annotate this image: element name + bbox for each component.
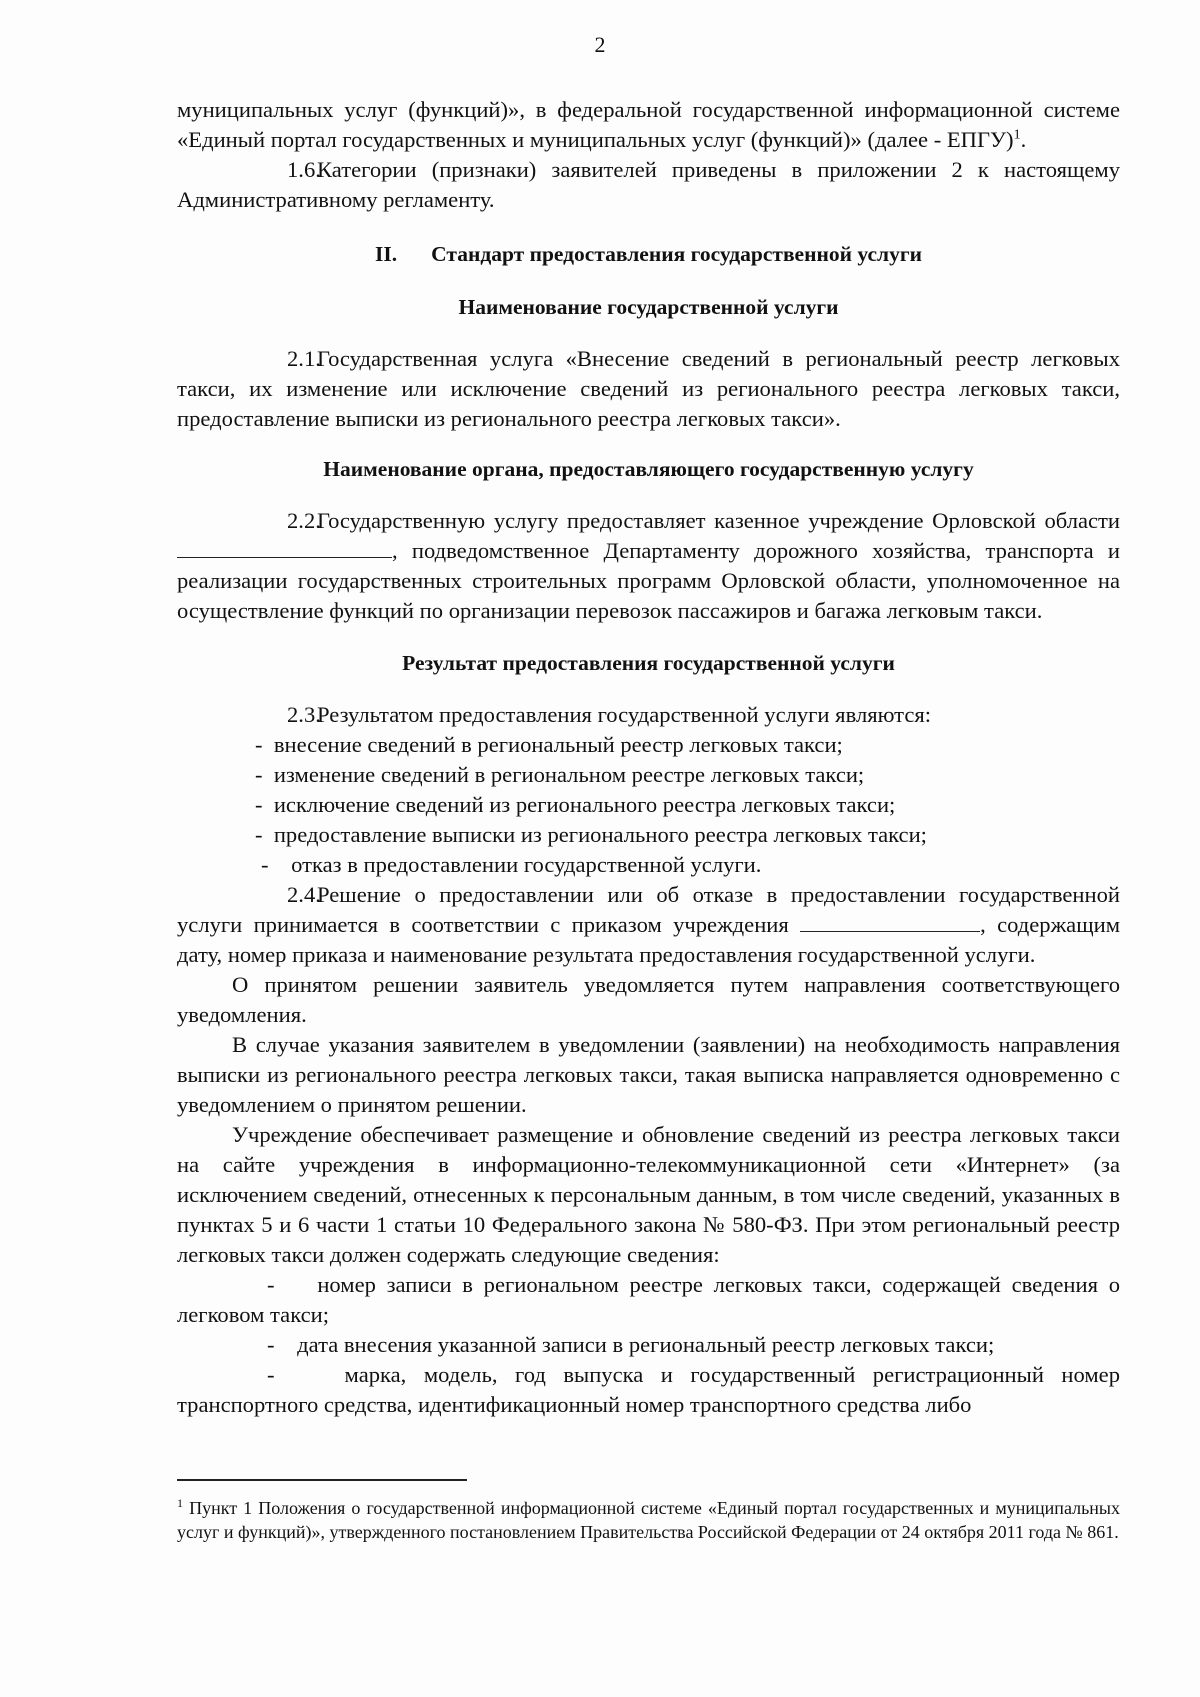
paragraph-text-b: , подведомственное Департаменту дорожного хозяйства, транспорта и реализации государственных строительных программ Орловской области, уполномоченное на осуществление функций по организации перевозок пассажиров и багажа легковым такси.: [177, 538, 1120, 623]
list-item: - внесение сведений в региональный реестр легковых такси;: [255, 732, 843, 757]
list-item: - предоставление выписки из регионального реестра легковых такси;: [255, 822, 927, 847]
paragraph-1-6: [177, 155, 1120, 215]
paragraph-text-a: Государственную услугу предоставляет казенное учреждение Орловской области: [317, 508, 1120, 533]
paragraph-text: Результатом предоставления государственной услуги являются:: [317, 702, 932, 727]
result-list: [177, 730, 1120, 880]
intro-text: муниципальных услуг (функций)», в федеральной государственной информационной системе «Единый портал государственных и муниципальных услуг (функций)» (далее - ЕПГУ): [177, 97, 1120, 152]
intro-paragraph: [177, 95, 1120, 155]
paragraph-number: 2.4.: [287, 882, 321, 907]
list-item: - изменение сведений в региональном реестре легковых такси;: [255, 762, 865, 787]
paragraph-extract: В случае указания заявителем в уведомлении (заявлении) на необходимость направления выписки из регионального реестра легковых такси, такая выписка направляется одновременно с уведомлением о принятом решении.: [177, 1032, 1120, 1117]
footnote: [177, 1496, 1120, 1544]
paragraph-2-3: [177, 700, 1120, 730]
footnote-text: Пункт 1 Положения о государственной информационной системе «Единый портал государственных и муниципальных услуг и функций)», утвержденного постановлением Правительства Российской Федерации от 24 октября 2011 года № 861.: [177, 1498, 1121, 1542]
list-item-text: марка, модель, год выпуска и государственный регистрационный номер транспортного средства, идентификационный номер транспортного средства либо: [177, 1362, 1121, 1417]
list-item-text: исключение сведений из регионального реестра легковых такси;: [273, 792, 896, 817]
paragraph-number: 1.6.: [287, 157, 321, 182]
section-number: II.: [375, 242, 398, 266]
blank-line: [177, 539, 392, 558]
paragraph-number: 2.2.: [287, 508, 321, 533]
heading-service-name: Наименование государственной услуги: [458, 295, 839, 319]
list-item-text: изменение сведений в региональном реестре легковых такси;: [273, 762, 865, 787]
intro-end: .: [1020, 127, 1027, 152]
heading-result: Результат предоставления государственной услуги: [402, 651, 895, 675]
list-item: - исключение сведений из регионального реестра легковых такси;: [255, 792, 896, 817]
paragraph-text-a: Решение о предоставлении или об отказе в предоставлении государственной услуги принимается в соответствии с приказом учреждения: [177, 882, 1120, 937]
list-item: - отказ в предоставлении государственной услуги.: [261, 852, 762, 877]
list-item: - номер записи в региональном реестре легковых такси, содержащей сведения о легковом такси;: [177, 1272, 1120, 1327]
list-item-text: предоставление выписки из регионального реестра легковых такси;: [273, 822, 927, 847]
footnote-separator: [177, 1479, 467, 1481]
paragraph-number: 2.1.: [287, 346, 321, 371]
list-item-text: внесение сведений в региональный реестр легковых такси;: [273, 732, 843, 757]
list-item: - марка, модель, год выпуска и государственный регистрационный номер транспортного средства, идентификационный номер транспортного средства либо: [177, 1362, 1121, 1417]
paragraph-text-b: , содержащим дату, номер приказа и наименование результата предоставления государственной услуги.: [177, 912, 1120, 967]
section-title: Стандарт предоставления государственной услуги: [431, 242, 922, 266]
paragraph-2-4: [177, 880, 1120, 970]
heading-organ: Наименование органа, предоставляющего государственную услугу: [323, 457, 974, 481]
paragraph-notify: О принятом решении заявитель уведомляется путем направления соответствующего уведомления.: [177, 972, 1120, 1027]
blank-line: [800, 913, 980, 932]
paragraph-2-1: [177, 344, 1120, 434]
list-item-text: дата внесения указанной записи в региональный реестр легковых такси;: [297, 1332, 995, 1357]
list-item: - дата внесения указанной записи в региональный реестр легковых такси;: [267, 1332, 995, 1357]
section-heading: [177, 239, 1120, 269]
paragraph-text: Категории (признаки) заявителей приведены в приложении 2 к настоящему Административному регламенту.: [177, 157, 1120, 212]
page-number: 2: [594, 32, 606, 57]
paragraph-text: Государственная услуга «Внесение сведений в региональный реестр легковых такси, их изменение или исключение сведений из регионального реестра легковых такси, предоставление выписки из регионального реестра легковых такси».: [177, 346, 1120, 431]
footnote-mark: 1: [177, 1496, 183, 1510]
registry-list: [177, 1270, 1120, 1420]
footnote-reference: 1: [1013, 127, 1021, 143]
list-item-text: отказ в предоставлении государственной услуги.: [291, 852, 762, 877]
paragraph-number: 2.3.: [287, 702, 321, 727]
list-item-text: номер записи в региональном реестре легковых такси, содержащей сведения о легковом такси;: [177, 1272, 1120, 1327]
paragraph-publish: Учреждение обеспечивает размещение и обновление сведений из реестра легковых такси на сайте учреждения в информационно-телекоммуникационной сети «Интернет» (за исключением сведений, отнесенных к персональным данным, в том числе сведений, указанных в пунктах 5 и 6 части 1 статьи 10 Федерального закона № 580-ФЗ. При этом региональный реестр легковых такси должен содержать следующие сведения:: [177, 1122, 1120, 1267]
document-body: [177, 95, 1120, 1420]
paragraph-2-2: [177, 506, 1120, 626]
